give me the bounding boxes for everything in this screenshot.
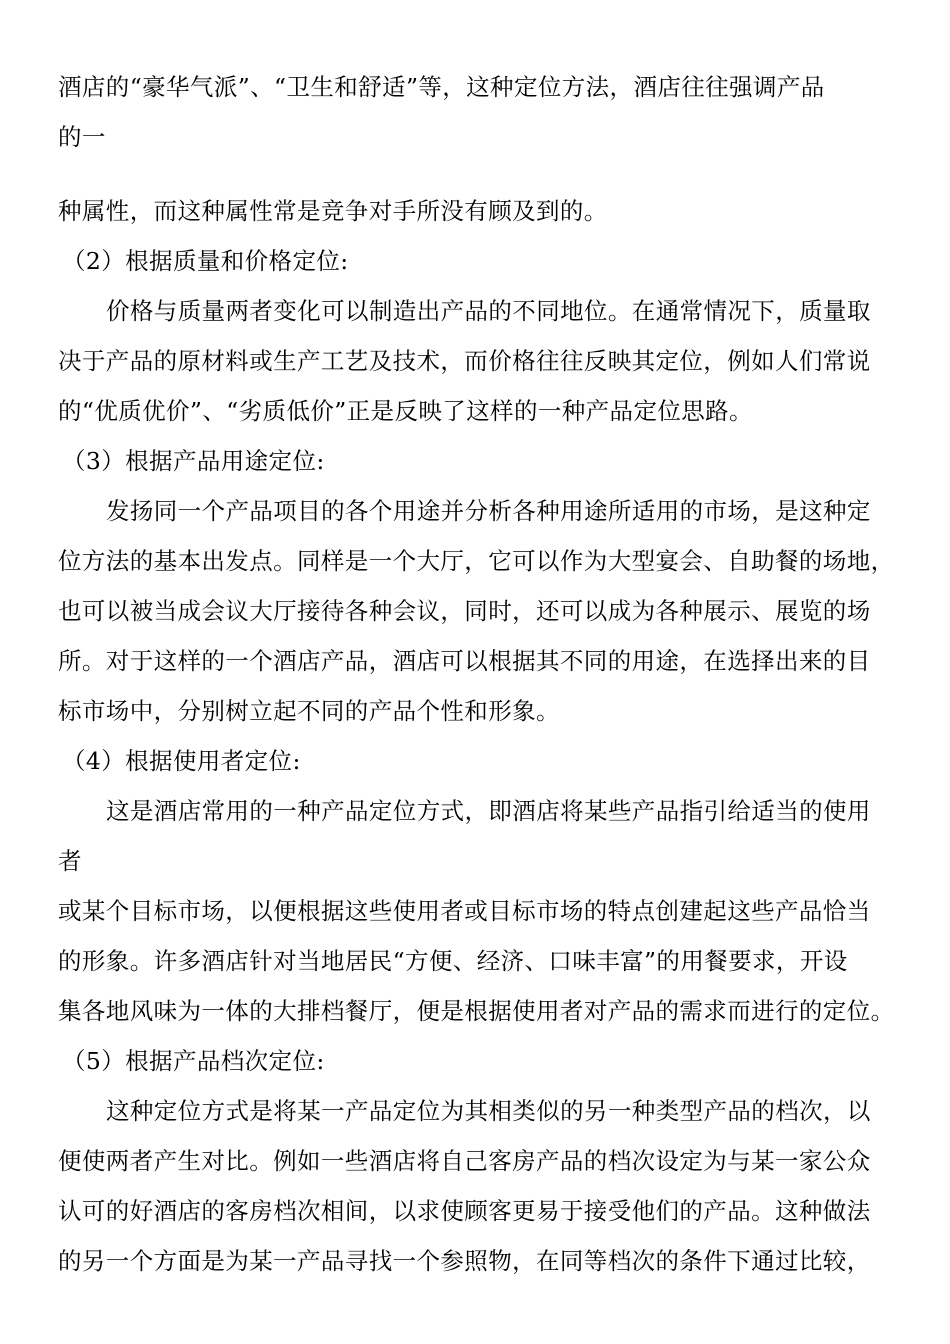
text-line: 者	[58, 847, 82, 875]
text-line: 决于产品的原材料或生产工艺及技术，而价格往往反映其定位，例如人们常说	[58, 347, 871, 375]
text-line: 的一	[58, 123, 106, 151]
paragraph-first-line: 价格与质量两者变化可以制造出产品的不同地位。在通常情况下，质量取	[106, 297, 871, 325]
text-line: 酒店的“豪华气派”、“卫生和舒适”等，这种定位方法，酒店往往强调产品	[58, 73, 825, 101]
section-heading: （4）根据使用者定位:	[62, 747, 301, 775]
section-heading: （2）根据质量和价格定位:	[62, 247, 349, 275]
text-line: 或某个目标市场，以便根据这些使用者或目标市场的特点创建起这些产品恰当	[58, 897, 871, 925]
text-line: 便使两者产生对比。例如一些酒店将自己客房产品的档次设定为与某一家公众	[58, 1147, 871, 1175]
text-line: 位方法的基本出发点。同样是一个大厅，它可以作为大型宴会、自助餐的场地，	[58, 547, 895, 575]
section-heading: （3）根据产品用途定位:	[62, 447, 325, 475]
text-line: 种属性，而这种属性常是竞争对手所没有顾及到的。	[58, 197, 608, 225]
paragraph-first-line: 这是酒店常用的一种产品定位方式，即酒店将某些产品指引给适当的使用	[106, 797, 871, 825]
paragraph-first-line: 这种定位方式是将某一产品定位为其相类似的另一种类型产品的档次，以	[106, 1097, 871, 1125]
paragraph-first-line: 发扬同一个产品项目的各个用途并分析各种用途所适用的市场，是这种定	[106, 497, 871, 525]
text-line: 也可以被当成会议大厅接待各种会议，同时，还可以成为各种展示、展览的场	[58, 597, 871, 625]
text-line: 标市场中，分别树立起不同的产品个性和形象。	[58, 697, 560, 725]
text-line: 的“优质优价”、“劣质低价”正是反映了这样的一种产品定位思路。	[58, 397, 753, 425]
text-line: 集各地风味为一体的大排档餐厅，便是根据使用者对产品的需求而进行的定位。	[58, 997, 895, 1025]
text-line: 的形象。许多酒店针对当地居民“方便、经济、口味丰富”的用餐要求，开设	[58, 947, 848, 975]
text-line: 的另一个方面是为某一产品寻找一个参照物，在同等档次的条件下通过比较，	[58, 1247, 871, 1275]
text-line: 认可的好酒店的客房档次相间，以求使顾客更易于接受他们的产品。这种做法	[58, 1197, 871, 1225]
section-heading: （5）根据产品档次定位:	[62, 1047, 325, 1075]
text-line: 所。对于这样的一个酒店产品，酒店可以根据其不同的用途，在选择出来的目	[58, 647, 871, 675]
